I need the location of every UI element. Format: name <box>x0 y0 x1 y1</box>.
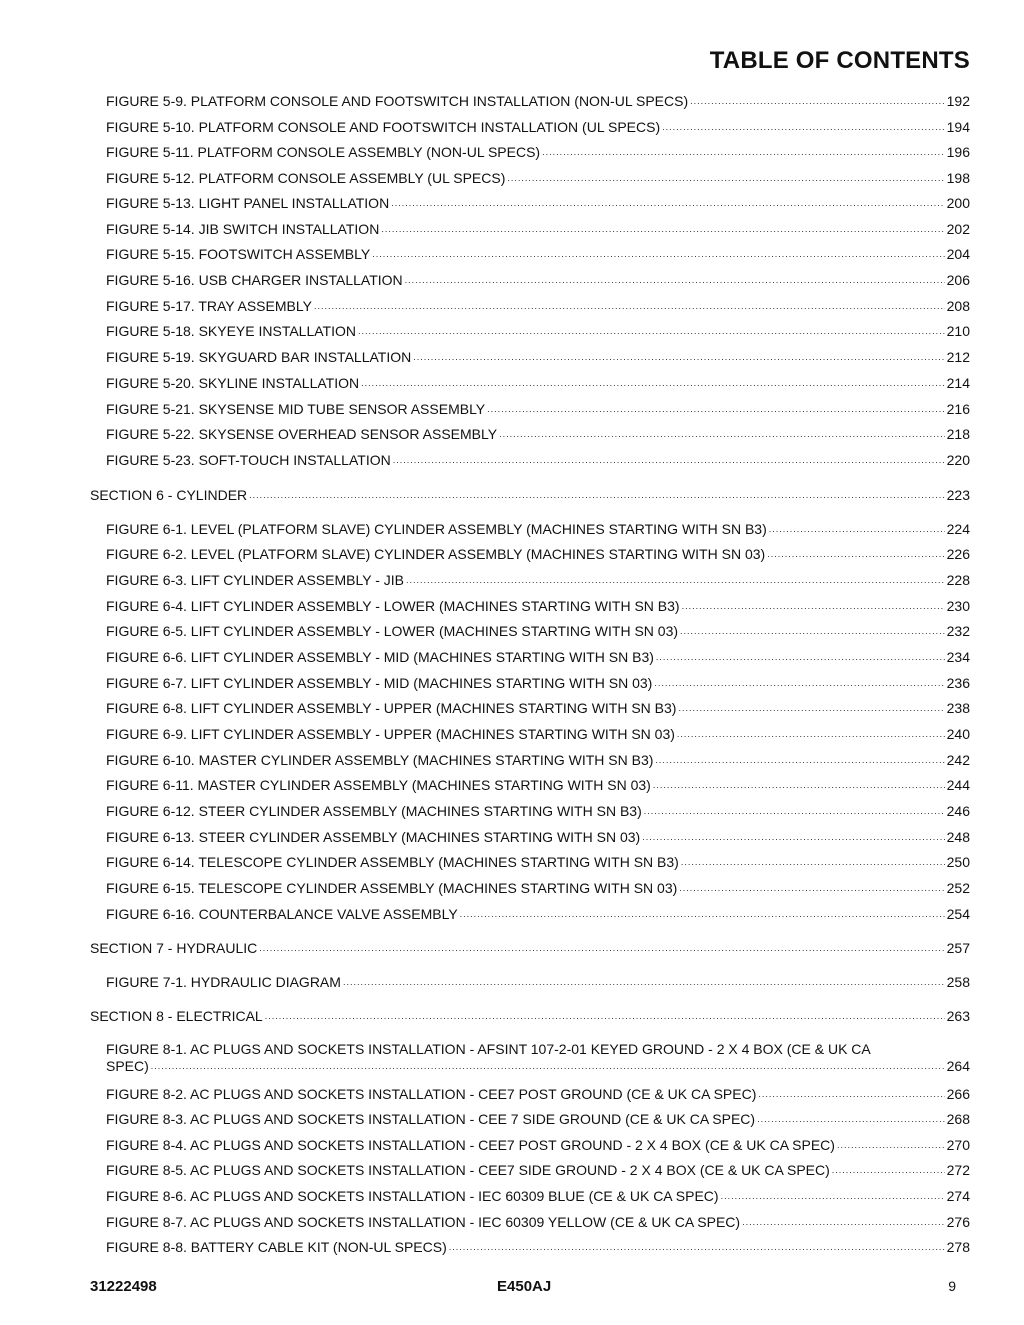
toc-entry[interactable] <box>106 1085 970 1103</box>
toc-entry-label: FIGURE 5-14. JIB SWITCH INSTALLATION <box>106 221 380 237</box>
toc-entry[interactable] <box>106 425 970 443</box>
toc-entry-page: 210 <box>946 323 970 339</box>
leader-dots <box>542 145 945 159</box>
leader-dots <box>677 727 945 741</box>
toc-entry-label: FIGURE 6-9. LIFT CYLINDER ASSEMBLY - UPPER (MACHINES STARTING WITH SN 03) <box>106 726 675 742</box>
toc-entry-page: 240 <box>946 726 970 742</box>
toc-entry-page: 270 <box>946 1137 970 1153</box>
toc-entry[interactable] <box>106 545 970 563</box>
leader-dots <box>249 488 945 502</box>
toc-entry-page: 214 <box>946 375 970 391</box>
toc-entry[interactable] <box>106 973 970 991</box>
toc-entry-label: FIGURE 6-5. LIFT CYLINDER ASSEMBLY - LOWER (MACHINES STARTING WITH SN 03) <box>106 623 679 639</box>
toc-entry[interactable] <box>106 1161 970 1179</box>
toc-entry[interactable] <box>106 1136 970 1154</box>
toc-entry[interactable] <box>106 194 970 212</box>
toc-entry[interactable] <box>106 879 970 897</box>
toc-entry-page: 263 <box>946 1008 970 1024</box>
leader-dots <box>358 324 945 338</box>
toc-entry-label: FIGURE 6-15. TELESCOPE CYLINDER ASSEMBLY (MACHINES STARTING WITH SN 03) <box>106 880 678 896</box>
leader-dots <box>460 907 945 921</box>
toc-entry-page: 272 <box>946 1162 970 1178</box>
toc-entry-label: FIGURE 5-16. USB CHARGER INSTALLATION <box>106 272 403 288</box>
leader-dots <box>361 376 945 390</box>
toc-entry-label: FIGURE 6-13. STEER CYLINDER ASSEMBLY (MACHINES STARTING WITH SN 03) <box>106 829 641 845</box>
toc-entry-page: 254 <box>946 906 970 922</box>
toc-entry-page: 244 <box>946 777 970 793</box>
leader-dots <box>391 196 944 210</box>
toc-entry-page: 194 <box>946 119 970 135</box>
toc-entry-label: FIGURE 5-12. PLATFORM CONSOLE ASSEMBLY (UL SPECS) <box>106 170 506 186</box>
toc-entry[interactable] <box>106 92 970 110</box>
toc-entry-page: 196 <box>946 144 970 160</box>
toc-entry[interactable] <box>106 245 970 263</box>
toc-entry[interactable] <box>106 699 970 717</box>
leader-dots <box>679 881 944 895</box>
toc-entry[interactable] <box>106 118 970 136</box>
leader-dots <box>381 222 944 236</box>
toc-entry-label: SECTION 8 - ELECTRICAL <box>90 1008 263 1024</box>
page-title: TABLE OF CONTENTS <box>709 47 970 74</box>
leader-dots <box>690 94 945 108</box>
toc-entry-page: 192 <box>946 93 970 109</box>
toc-entry[interactable] <box>106 520 970 538</box>
toc-entry[interactable] <box>106 905 970 923</box>
toc-entry-label: FIGURE 5-9. PLATFORM CONSOLE AND FOOTSWITCH INSTALLATION (NON-UL SPECS) <box>106 93 689 109</box>
toc-entry[interactable] <box>106 1110 970 1128</box>
toc-entry[interactable] <box>106 322 970 340</box>
leader-dots <box>678 701 944 715</box>
toc-entry-page: 236 <box>946 675 970 691</box>
leader-dots <box>757 1112 945 1126</box>
toc-entry-page: 226 <box>946 546 970 562</box>
toc-entry[interactable] <box>106 725 970 743</box>
toc-entry-page: 258 <box>946 974 970 990</box>
toc-entry-page: 278 <box>946 1239 970 1255</box>
toc-entry-label: FIGURE 8-2. AC PLUGS AND SOCKETS INSTALLATION - CEE7 POST GROUND (CE & UK CA SPEC) <box>106 1086 757 1102</box>
leader-dots <box>644 804 945 818</box>
toc-entry-page: 220 <box>946 452 970 468</box>
toc-entry-label: FIGURE 5-19. SKYGUARD BAR INSTALLATION <box>106 349 412 365</box>
leader-dots <box>449 1240 945 1254</box>
toc-section-entry[interactable] <box>90 939 970 957</box>
toc-entry-label: FIGURE 5-21. SKYSENSE MID TUBE SENSOR ASSEMBLY <box>106 401 486 417</box>
leader-dots <box>654 676 944 690</box>
toc-entry-page: 274 <box>946 1188 970 1204</box>
toc-entry-page: 232 <box>946 623 970 639</box>
leader-dots <box>343 975 945 989</box>
leader-dots <box>656 650 945 664</box>
leader-dots <box>662 120 945 134</box>
toc-entry[interactable] <box>106 169 970 187</box>
toc-entry-label: FIGURE 5-18. SKYEYE INSTALLATION <box>106 323 356 339</box>
toc-entry-label: FIGURE 5-20. SKYLINE INSTALLATION <box>106 375 360 391</box>
leader-dots <box>837 1138 945 1152</box>
toc-entry-page: 266 <box>946 1086 970 1102</box>
toc-entry[interactable] <box>106 597 970 615</box>
toc-entry-page: 248 <box>946 829 970 845</box>
toc-entry-page: 264 <box>946 1058 970 1074</box>
toc-entry-label: FIGURE 7-1. HYDRAULIC DIAGRAM <box>106 974 341 990</box>
toc-entry-label: FIGURE 5-13. LIGHT PANEL INSTALLATION <box>106 195 390 211</box>
leader-dots <box>767 547 944 561</box>
leader-dots <box>742 1215 945 1229</box>
toc-entry-page: 234 <box>946 649 970 665</box>
toc-entry-label: FIGURE 6-12. STEER CYLINDER ASSEMBLY (MACHINES STARTING WITH SN B3) <box>106 803 642 819</box>
toc-entry-label-cont: SPEC) <box>106 1058 149 1074</box>
toc-entry[interactable] <box>106 451 970 469</box>
toc-entry-page: 252 <box>946 880 970 896</box>
toc-entry[interactable] <box>106 751 970 769</box>
toc-entry[interactable] <box>106 348 970 366</box>
toc-entry-page: 228 <box>946 572 970 588</box>
toc-entry[interactable] <box>106 1041 970 1075</box>
toc-section-entry[interactable] <box>90 1007 970 1025</box>
toc-entry-page: 204 <box>946 246 970 262</box>
toc-entry-label: FIGURE 5-11. PLATFORM CONSOLE ASSEMBLY (NON-UL SPECS) <box>106 144 541 160</box>
toc-entry-page: 202 <box>946 221 970 237</box>
toc-entry-label: FIGURE 6-14. TELESCOPE CYLINDER ASSEMBLY (MACHINES STARTING WITH SN B3) <box>106 854 679 870</box>
leader-dots <box>653 778 945 792</box>
leader-dots <box>655 753 944 767</box>
toc-entry-page: 276 <box>946 1214 970 1230</box>
toc-entry[interactable] <box>106 802 970 820</box>
toc-entry[interactable] <box>106 271 970 289</box>
toc-entry-page: 218 <box>946 426 970 442</box>
toc-entry-page: 223 <box>946 487 970 503</box>
toc-entry-label: FIGURE 6-16. COUNTERBALANCE VALVE ASSEMBLY <box>106 906 458 922</box>
leader-dots <box>151 1059 945 1073</box>
toc-entry[interactable] <box>106 674 970 692</box>
toc-entry-label: FIGURE 6-7. LIFT CYLINDER ASSEMBLY - MID (MACHINES STARTING WITH SN 03) <box>106 675 653 691</box>
toc-entry-label: FIGURE 8-8. BATTERY CABLE KIT (NON-UL SPECS) <box>106 1239 447 1255</box>
footer-page-number: 9 <box>948 1278 956 1294</box>
toc-entry-label: FIGURE 5-22. SKYSENSE OVERHEAD SENSOR ASSEMBLY <box>106 426 498 442</box>
toc-entry[interactable] <box>106 648 970 666</box>
toc-entry-label: FIGURE 6-1. LEVEL (PLATFORM SLAVE) CYLINDER ASSEMBLY (MACHINES STARTING WITH SN B3) <box>106 521 767 537</box>
toc-entry-label: FIGURE 5-17. TRAY ASSEMBLY <box>106 298 312 314</box>
toc-entry-label: FIGURE 6-11. MASTER CYLINDER ASSEMBLY (MACHINES STARTING WITH SN 03) <box>106 777 651 793</box>
leader-dots <box>832 1163 945 1177</box>
toc-entry-page: 200 <box>946 195 970 211</box>
toc-entry-label: FIGURE 6-10. MASTER CYLINDER ASSEMBLY (MACHINES STARTING WITH SN B3) <box>106 752 654 768</box>
leader-dots <box>406 573 945 587</box>
toc-entry-label: SECTION 6 - CYLINDER <box>90 487 248 503</box>
toc-entry-page: 216 <box>946 401 970 417</box>
toc-entry-page: 250 <box>946 854 970 870</box>
toc-entry[interactable] <box>106 1238 970 1256</box>
toc-entry-page: 224 <box>946 521 970 537</box>
leader-dots <box>769 522 945 536</box>
toc-entry-page: 257 <box>946 940 970 956</box>
footer-doc-number: 31222498 <box>90 1278 157 1295</box>
toc-entry[interactable] <box>106 828 970 846</box>
toc-entry[interactable] <box>106 374 970 392</box>
leader-dots <box>314 299 945 313</box>
leader-dots <box>721 1189 945 1203</box>
toc-section-entry[interactable] <box>90 486 970 504</box>
toc-entry[interactable] <box>106 297 970 315</box>
toc-entry-label: FIGURE 6-8. LIFT CYLINDER ASSEMBLY - UPPER (MACHINES STARTING WITH SN B3) <box>106 700 677 716</box>
toc-entry-page: 238 <box>946 700 970 716</box>
toc-entry[interactable] <box>106 400 970 418</box>
leader-dots <box>372 247 944 261</box>
leader-dots <box>680 624 945 638</box>
toc-entry-label: FIGURE 8-7. AC PLUGS AND SOCKETS INSTALLATION - IEC 60309 YELLOW (CE & UK CA SPEC) <box>106 1214 741 1230</box>
toc-entry-label: FIGURE 5-10. PLATFORM CONSOLE AND FOOTSWITCH INSTALLATION (UL SPECS) <box>106 119 661 135</box>
toc-entry-page: 246 <box>946 803 970 819</box>
leader-dots <box>393 453 945 467</box>
toc-entry[interactable] <box>106 776 970 794</box>
toc-entry-label: FIGURE 5-15. FOOTSWITCH ASSEMBLY <box>106 246 371 262</box>
toc-entry-page: 212 <box>946 349 970 365</box>
leader-dots <box>682 599 945 613</box>
leader-dots <box>681 855 945 869</box>
toc-entry-page: 268 <box>946 1111 970 1127</box>
leader-dots <box>487 402 944 416</box>
leader-dots <box>413 350 944 364</box>
toc-entry-page: 198 <box>946 170 970 186</box>
leader-dots <box>507 171 944 185</box>
footer-model: E450AJ <box>497 1278 552 1295</box>
toc-entry-label: FIGURE 8-5. AC PLUGS AND SOCKETS INSTALLATION - CEE7 SIDE GROUND - 2 X 4 BOX (CE & UK CA SPEC) <box>106 1162 830 1178</box>
toc-entry-label: FIGURE 8-3. AC PLUGS AND SOCKETS INSTALLATION - CEE 7 SIDE GROUND (CE & UK CA SPEC) <box>106 1111 756 1127</box>
toc-entry-page: 206 <box>946 272 970 288</box>
leader-dots <box>758 1087 944 1101</box>
toc-entry-label: FIGURE 5-23. SOFT-TOUCH INSTALLATION <box>106 452 391 468</box>
toc-entry[interactable] <box>106 1187 970 1205</box>
toc-entry-label: FIGURE 8-6. AC PLUGS AND SOCKETS INSTALLATION - IEC 60309 BLUE (CE & UK CA SPEC) <box>106 1188 719 1204</box>
toc-entry[interactable] <box>106 143 970 161</box>
toc-entry-label: FIGURE 6-4. LIFT CYLINDER ASSEMBLY - LOWER (MACHINES STARTING WITH SN B3) <box>106 598 680 614</box>
toc-entry-page: 208 <box>946 298 970 314</box>
leader-dots <box>259 941 944 955</box>
toc-entry-label: SECTION 7 - HYDRAULIC <box>90 940 258 956</box>
toc-entry-label: FIGURE 6-6. LIFT CYLINDER ASSEMBLY - MID (MACHINES STARTING WITH SN B3) <box>106 649 654 665</box>
toc-entry-page: 242 <box>946 752 970 768</box>
toc-entry[interactable] <box>106 220 970 238</box>
toc-entry[interactable] <box>106 571 970 589</box>
toc-entry-label: FIGURE 6-2. LEVEL (PLATFORM SLAVE) CYLINDER ASSEMBLY (MACHINES STARTING WITH SN 03) <box>106 546 766 562</box>
toc-entry[interactable] <box>106 1213 970 1231</box>
toc-entry-label: FIGURE 8-1. AC PLUGS AND SOCKETS INSTALLATION - AFSINT 107-2-01 KEYED GROUND - 2 X 4 BOX (CE & UK CA <box>106 1041 871 1057</box>
toc-entry-label: FIGURE 6-3. LIFT CYLINDER ASSEMBLY - JIB <box>106 572 404 588</box>
toc-entry-label: FIGURE 8-4. AC PLUGS AND SOCKETS INSTALLATION - CEE7 POST GROUND - 2 X 4 BOX (CE & UK CA SPEC) <box>106 1137 835 1153</box>
toc-entry-page: 230 <box>946 598 970 614</box>
leader-dots <box>265 1009 945 1023</box>
leader-dots <box>405 273 945 287</box>
toc-entry[interactable] <box>106 853 970 871</box>
leader-dots <box>499 427 945 441</box>
toc-entry[interactable] <box>106 622 970 640</box>
leader-dots <box>642 830 944 844</box>
